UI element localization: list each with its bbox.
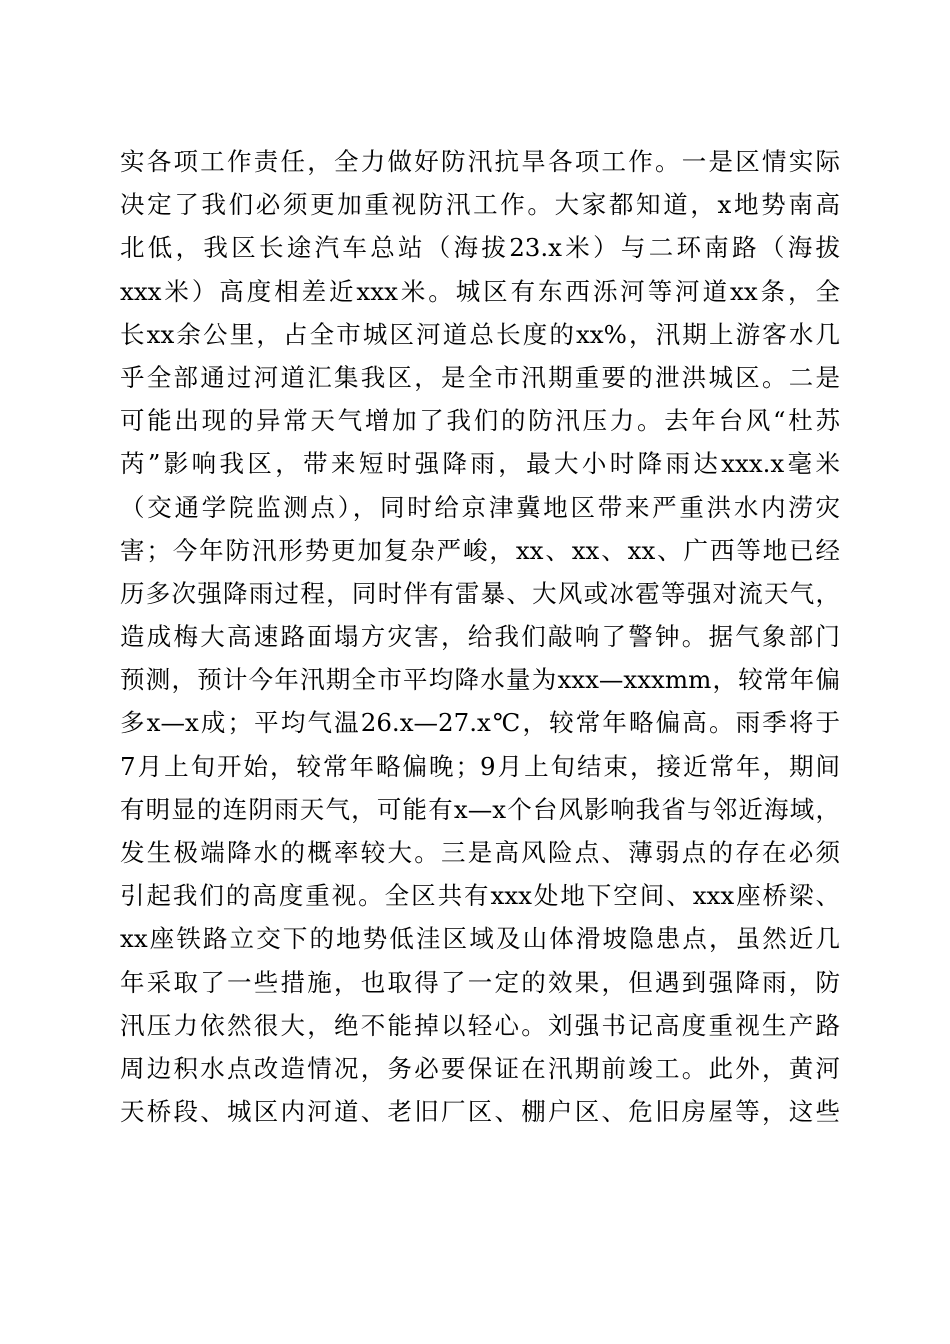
text-line: 预测，预计今年汛期全市平均降水量为xxx—xxxmm，较常年偏 [120,665,840,695]
text-line: 实各项工作责任，全力做好防汛抗旱各项工作。一是区情实际 [120,147,840,176]
text-line: xxx米）高度相差近xxx米。城区有东西泺河等河道xx条，全 [120,276,840,306]
text-line: 害；今年防汛形势更加复杂严峻，xx、xx、xx、广西等地已经 [120,535,840,565]
text-line: 汛压力依然很大，绝不能掉以轻心。刘强书记高度重视生产路 [120,1010,840,1040]
text-line: 决定了我们必须更加重视防汛工作。大家都知道，x地势南高 [120,190,840,220]
text-line: 长xx余公里，占全市城区河道总长度的xx%，汛期上游客水几 [120,319,840,349]
text-line: 引起我们的高度重视。全区共有xxx处地下空间、xxx座桥梁、 [120,881,840,911]
text-line: 芮”影响我区，带来短时强降雨，最大小时降雨达xxx.x毫米 [120,449,840,479]
text-line: 7月上旬开始，较常年略偏晚；9月上旬结束，接近常年，期间 [120,751,840,781]
text-line: 北低，我区长途汽车总站（海拔23.x米）与二环南路（海拔 [120,233,840,263]
text-line: 可能出现的异常天气增加了我们的防汛压力。去年台风“杜苏 [120,406,840,436]
body-paragraph [120,140,840,1133]
text-line: 历多次强降雨过程，同时伴有雷暴、大风或冰雹等强对流天气， [120,578,840,608]
text-line: 造成梅大高速路面塌方灾害，给我们敲响了警钟。据气象部门 [120,622,840,652]
text-line: 发生极端降水的概率较大。三是高风险点、薄弱点的存在必须 [120,838,840,867]
text-line: 年采取了一些措施，也取得了一定的效果，但遇到强降雨，防 [120,967,840,997]
text-line: xx座铁路立交下的地势低洼区域及山体滑坡隐患点，虽然近几 [120,924,840,954]
text-line: 多x—x成；平均气温26.x—27.x℃，较常年略偏高。雨季将于 [120,708,840,738]
text-line: （交通学院监测点），同时给京津冀地区带来严重洪水内涝灾 [120,492,840,522]
text-line: 乎全部通过河道汇集我区，是全市汛期重要的泄洪城区。二是 [120,362,840,392]
text-line: 有明显的连阴雨天气，可能有x—x个台风影响我省与邻近海域， [120,794,840,824]
text-line: 天桥段、城区内河道、老旧厂区、棚户区、危旧房屋等，这些 [120,1097,840,1127]
text-line: 周边积水点改造情况，务必要保证在汛期前竣工。此外，黄河 [120,1053,840,1083]
